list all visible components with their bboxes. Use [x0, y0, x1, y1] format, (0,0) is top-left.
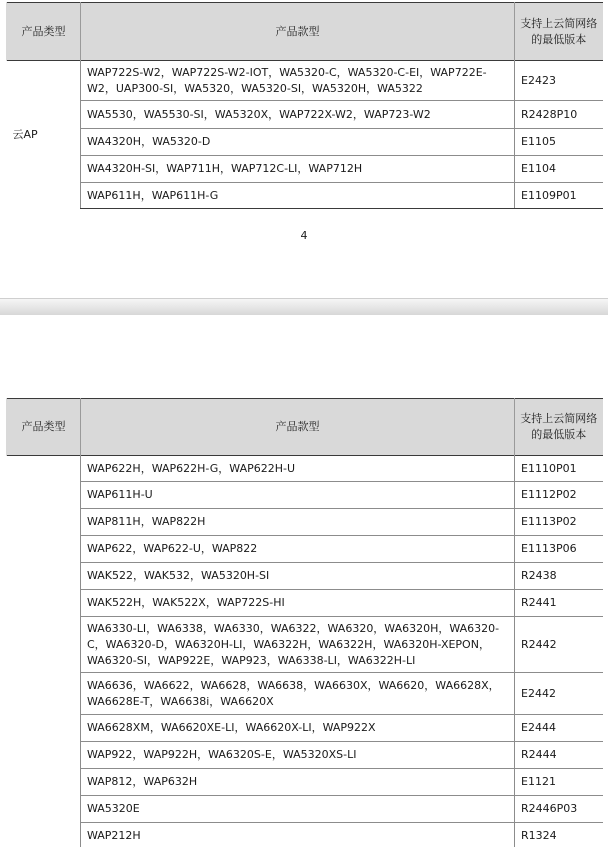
version-cell: E1110P01 — [515, 456, 603, 482]
table-row — [7, 742, 603, 769]
version-cell: E1113P02 — [515, 509, 603, 536]
table-row — [7, 156, 603, 183]
table-row — [7, 823, 603, 847]
model-cell: WAK522H，WAK522X，WAP722S-HI — [81, 590, 515, 617]
table-row — [7, 509, 603, 536]
model-cell: WA6636，WA6622，WA6628，WA6638，WA6630X，WA6620，WA6628X，WA6628E-T，WA6638i，WA6620X — [81, 673, 515, 715]
table-row — [7, 715, 603, 742]
model-cell: WAP611H，WAP611H-G — [81, 183, 515, 209]
table-row — [7, 796, 603, 823]
ap-version-table-1 — [6, 2, 603, 209]
model-cell: WAP722S-W2，WAP722S-W2-IOT，WA5320-C，WA5320-C-EI，WAP722E-W2，UAP300-SI，WA5320，WA5320-SI，WA5320H，WA5322 — [81, 61, 515, 101]
table-row — [7, 456, 603, 482]
version-cell: E2423 — [515, 61, 603, 101]
model-cell: WA4320H，WA5320-D — [81, 129, 515, 156]
version-cell: E2442 — [515, 673, 603, 715]
table-row — [7, 129, 603, 156]
version-cell: R2428P10 — [515, 101, 603, 129]
table-header-row — [7, 3, 603, 61]
model-cell: WAP622，WAP622-U，WAP822 — [81, 536, 515, 563]
model-cell: WA5320E — [81, 796, 515, 823]
version-cell: E1121 — [515, 769, 603, 796]
model-cell: WAP212H — [81, 823, 515, 847]
model-cell: WAP811H，WAP822H — [81, 509, 515, 536]
model-cell: WA6330-LI，WA6338，WA6330，WA6322，WA6320，WA6320H，WA6320-C，WA6320-D，WA6320H-LI，WA6322H，WA6322H，WA6320H-XEPON，WA6320-SI，WAP922E，WAP923，WA6338-LI，WA6322H-LI — [81, 617, 515, 673]
version-cell: R2446P03 — [515, 796, 603, 823]
header-product-type: 产品类型 — [7, 3, 81, 61]
version-cell: R1324 — [515, 823, 603, 847]
table-row — [7, 590, 603, 617]
page-separator — [0, 298, 608, 315]
version-cell: R2442 — [515, 617, 603, 673]
version-cell: E1109P01 — [515, 183, 603, 209]
model-cell: WAP812，WAP632H — [81, 769, 515, 796]
table-row — [7, 101, 603, 129]
version-cell: E1105 — [515, 129, 603, 156]
model-cell: WAP922，WAP922H，WA6320S-E，WA5320XS-LI — [81, 742, 515, 769]
model-cell: WA6628XM，WA6620XE-LI，WA6620X-LI，WAP922X — [81, 715, 515, 742]
version-cell: E1112P02 — [515, 482, 603, 509]
product-type-cell — [7, 456, 81, 847]
version-cell: E1113P06 — [515, 536, 603, 563]
ap-version-table-2 — [6, 398, 603, 847]
model-cell: WAK522，WAK532，WA5320H-SI — [81, 563, 515, 590]
table-row — [7, 673, 603, 715]
model-cell: WAP622H，WAP622H-G，WAP622H-U — [81, 456, 515, 482]
header-min-version: 支持上云简网络的最低版本 — [515, 399, 603, 456]
table-header-row — [7, 399, 603, 456]
version-cell: R2441 — [515, 590, 603, 617]
model-cell: WA5530，WA5530-SI，WA5320X，WAP722X-W2，WAP723-W2 — [81, 101, 515, 129]
version-cell: E1104 — [515, 156, 603, 183]
header-product-model: 产品款型 — [81, 399, 515, 456]
version-cell: R2444 — [515, 742, 603, 769]
model-cell: WA4320H-SI，WAP711H，WAP712C-LI，WAP712H — [81, 156, 515, 183]
version-cell: E2444 — [515, 715, 603, 742]
product-type-cell: 云AP — [7, 61, 81, 209]
header-product-type: 产品类型 — [7, 399, 81, 456]
table-row — [7, 482, 603, 509]
table-row — [7, 769, 603, 796]
table-row — [7, 617, 603, 673]
table-row — [7, 61, 603, 101]
table-row — [7, 536, 603, 563]
header-product-model: 产品款型 — [81, 3, 515, 61]
version-cell: R2438 — [515, 563, 603, 590]
table-row — [7, 183, 603, 209]
model-cell: WAP611H-U — [81, 482, 515, 509]
table-row — [7, 563, 603, 590]
header-min-version: 支持上云简网络的最低版本 — [515, 3, 603, 61]
page-number: 4 — [300, 229, 308, 242]
